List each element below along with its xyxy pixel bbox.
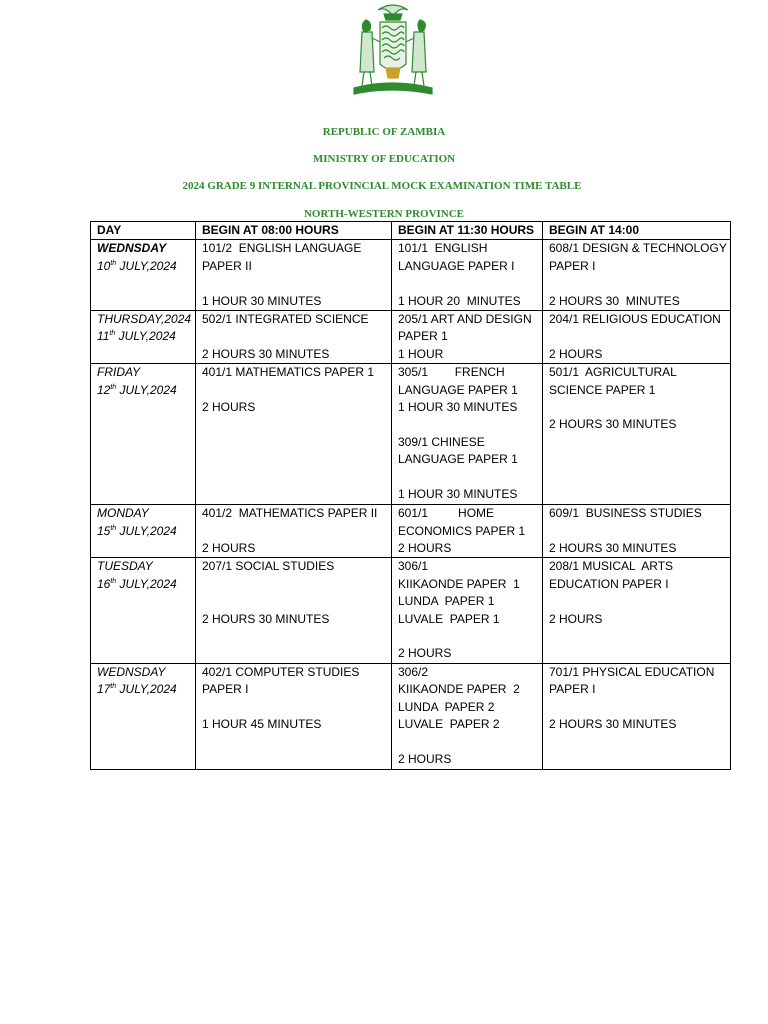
- exam-text-line: PAPER 1: [398, 329, 448, 344]
- date-ordinal-suffix: th: [110, 259, 117, 267]
- exam-text-line: 204/1 RELIGIOUS EDUCATION: [549, 312, 721, 327]
- exam-text-line: LANGUAGE PAPER I: [398, 258, 515, 273]
- exam-text-line: 2 HOURS: [398, 646, 452, 661]
- exam-text-line: ECONOMICS PAPER 1: [398, 523, 526, 538]
- blank-line: [202, 576, 387, 593]
- blank-line: [202, 328, 387, 345]
- exam-text-line: 207/1 SOCIAL STUDIES: [202, 559, 335, 574]
- exam-text-line: 2 HOURS: [202, 541, 256, 556]
- exam-text-line: 2 HOURS: [549, 611, 603, 626]
- session-2-cell: [392, 311, 543, 364]
- blank-line: [202, 523, 387, 540]
- date-ordinal-suffix: th: [110, 383, 117, 391]
- table-row: [91, 558, 731, 663]
- session-3-cell: [543, 558, 731, 663]
- day-name: THURSDAY,2024: [97, 312, 192, 327]
- exam-text-line: 1 HOUR 30 MINUTES: [398, 487, 518, 502]
- session-1-cell: [196, 558, 392, 663]
- session-1-cell: [196, 364, 392, 505]
- table-row: [91, 505, 731, 558]
- country-heading: REPUBLIC OF ZAMBIA: [322, 126, 446, 138]
- exam-text-line: 401/2 MATHEMATICS PAPER II: [202, 506, 378, 521]
- table-row: [91, 364, 731, 505]
- day-date: [97, 328, 191, 345]
- exam-text-line: 101/2 ENGLISH LANGUAGE: [202, 241, 362, 256]
- table-row: [91, 240, 731, 311]
- date-number: 11: [97, 329, 110, 344]
- exam-text-line: 205/1 ART AND DESIGN: [398, 312, 532, 327]
- column-header-day: DAY: [91, 222, 196, 240]
- exam-text-line: 609/1 BUSINESS STUDIES: [549, 506, 702, 521]
- blank-line: [202, 275, 387, 292]
- blank-line: [398, 628, 538, 645]
- day-cell: [91, 311, 196, 364]
- blank-line: [202, 699, 387, 716]
- day-cell: [91, 505, 196, 558]
- day-name: WEDNSDAY: [97, 664, 166, 679]
- exam-text-line: 2 HOURS: [549, 346, 603, 361]
- exam-text-line: 2 HOURS 30 MINUTES: [202, 346, 330, 361]
- exam-text-line: KIIKAONDE PAPER 1: [398, 576, 520, 591]
- day-cell: [91, 558, 196, 663]
- date-month-year: JULY,2024: [116, 258, 177, 273]
- examination-timetable: [90, 221, 731, 770]
- day-date: [97, 382, 191, 399]
- date-month-year: JULY,2024: [116, 523, 177, 538]
- exam-text-line: 1 HOUR 30 MINUTES: [398, 400, 518, 415]
- day-date: [97, 681, 191, 698]
- exam-text-line: EDUCATION PAPER I: [549, 576, 669, 591]
- exam-text-line: LUNDA PAPER 2: [398, 699, 495, 714]
- ministry-heading: MINISTRY OF EDUCATION: [312, 153, 456, 165]
- date-number: 10: [97, 258, 111, 273]
- session-1-cell: [196, 311, 392, 364]
- exam-text-line: 305/1 FRENCH: [398, 365, 505, 380]
- exam-text-line: 501/1 AGRICULTURAL: [549, 365, 677, 380]
- exam-text-line: 2 HOURS: [202, 400, 256, 415]
- document-title: 2024 GRADE 9 INTERNAL PROVINCIAL MOCK EXAMINATION TIME TABLE: [182, 180, 582, 192]
- session-2-cell: [392, 364, 543, 505]
- date-number: 17: [97, 682, 111, 697]
- exam-text-line: 2 HOURS 30 MINUTES: [549, 541, 677, 556]
- date-month-year: JULY,2024: [115, 329, 176, 344]
- exam-text-line: 2 HOURS: [398, 541, 452, 556]
- day-date: [97, 258, 191, 275]
- day-name: MONDAY: [97, 506, 149, 521]
- blank-line: [549, 593, 726, 610]
- day-date: [97, 523, 191, 540]
- date-month-year: JULY,2024: [116, 382, 177, 397]
- session-1-cell: [196, 663, 392, 769]
- exam-text-line: PAPER I: [202, 682, 249, 697]
- blank-line: [549, 699, 726, 716]
- coat-of-arms-emblem: [348, 2, 438, 98]
- exam-text-line: 1 HOUR 45 MINUTES: [202, 717, 322, 732]
- session-1-cell: [196, 505, 392, 558]
- date-ordinal-suffix: th: [110, 524, 117, 532]
- day-name: WEDNSDAY: [97, 241, 167, 256]
- exam-text-line: 306/1: [398, 559, 429, 574]
- exam-text-line: 2 HOURS 30 MINUTES: [549, 717, 677, 732]
- day-cell: [91, 240, 196, 311]
- blank-line: [398, 275, 538, 292]
- exam-text-line: 2 HOURS 30 MINUTES: [549, 293, 680, 308]
- blank-line: [398, 734, 538, 751]
- date-number: 12: [97, 382, 111, 397]
- session-3-cell: [543, 311, 731, 364]
- blank-line: [202, 382, 387, 399]
- session-2-cell: [392, 663, 543, 769]
- exam-text-line: 309/1 CHINESE: [398, 434, 485, 449]
- blank-line: [549, 275, 726, 292]
- session-3-cell: [543, 240, 731, 311]
- column-header-session-3: BEGIN AT 14:00: [543, 222, 731, 240]
- exam-text-line: LANGUAGE PAPER 1: [398, 452, 518, 467]
- column-header-session-2: BEGIN AT 11:30 HOURS: [392, 222, 543, 240]
- table-row: [91, 311, 731, 364]
- column-header-session-1: BEGIN AT 08:00 HOURS: [196, 222, 392, 240]
- date-month-year: JULY,2024: [116, 682, 177, 697]
- exam-text-line: 1 HOUR 20 MINUTES: [398, 293, 521, 308]
- blank-line: [398, 416, 538, 433]
- table-row: [91, 663, 731, 769]
- exam-text-line: 601/1 HOME: [398, 506, 495, 521]
- exam-text-line: SCIENCE PAPER 1: [549, 382, 656, 397]
- exam-text-line: 306/2: [398, 664, 429, 679]
- session-3-cell: [543, 505, 731, 558]
- exam-text-line: 1 HOUR 30 MINUTES: [202, 293, 322, 308]
- blank-line: [202, 593, 387, 610]
- exam-text-line: 101/1 ENGLISH: [398, 241, 488, 256]
- blank-line: [549, 328, 726, 345]
- exam-text-line: LUNDA PAPER 1: [398, 594, 495, 609]
- exam-text-line: 1 HOUR: [398, 346, 444, 361]
- exam-text-line: KIIKAONDE PAPER 2: [398, 682, 520, 697]
- exam-text-line: 401/1 MATHEMATICS PAPER 1: [202, 365, 375, 380]
- date-month-year: JULY,2024: [116, 576, 177, 591]
- exam-text-line: PAPER I: [549, 258, 596, 273]
- exam-text-line: 402/1 COMPUTER STUDIES: [202, 664, 360, 679]
- session-2-cell: [392, 505, 543, 558]
- day-name: TUESDAY: [97, 559, 153, 574]
- province-heading: NORTH-WESTERN PROVINCE: [303, 208, 465, 220]
- date-ordinal-suffix: th: [110, 683, 117, 691]
- session-3-cell: [543, 364, 731, 505]
- blank-line: [549, 399, 726, 416]
- date-ordinal-suffix: th: [110, 577, 117, 585]
- day-cell: [91, 364, 196, 505]
- blank-line: [549, 523, 726, 540]
- exam-text-line: 2 HOURS 30 MINUTES: [549, 417, 677, 432]
- day-date: [97, 576, 191, 593]
- blank-line: [398, 469, 538, 486]
- exam-text-line: 2 HOURS 30 MINUTES: [202, 611, 330, 626]
- exam-text-line: 2 HOURS: [398, 751, 452, 766]
- session-3-cell: [543, 663, 731, 769]
- exam-text-line: LANGUAGE PAPER 1: [398, 382, 518, 397]
- exam-text-line: LUVALE PAPER 2: [398, 717, 500, 732]
- exam-text-line: 701/1 PHYSICAL EDUCATION: [549, 664, 715, 679]
- table-header-row: [91, 222, 731, 240]
- session-1-cell: [196, 240, 392, 311]
- exam-text-line: 608/1 DESIGN & TECHNOLOGY: [549, 241, 727, 256]
- date-number: 15: [97, 523, 111, 538]
- exam-text-line: 208/1 MUSICAL ARTS: [549, 559, 674, 574]
- date-number: 16: [97, 576, 111, 591]
- day-name: FRIDAY: [97, 365, 141, 380]
- date-ordinal-suffix: th: [109, 330, 116, 338]
- session-2-cell: [392, 558, 543, 663]
- exam-text-line: 502/1 INTEGRATED SCIENCE: [202, 312, 369, 327]
- day-cell: [91, 663, 196, 769]
- exam-text-line: PAPER II: [202, 258, 252, 273]
- timetable-body: [91, 240, 731, 769]
- exam-text-line: LUVALE PAPER 1: [398, 611, 500, 626]
- exam-text-line: PAPER I: [549, 682, 596, 697]
- session-2-cell: [392, 240, 543, 311]
